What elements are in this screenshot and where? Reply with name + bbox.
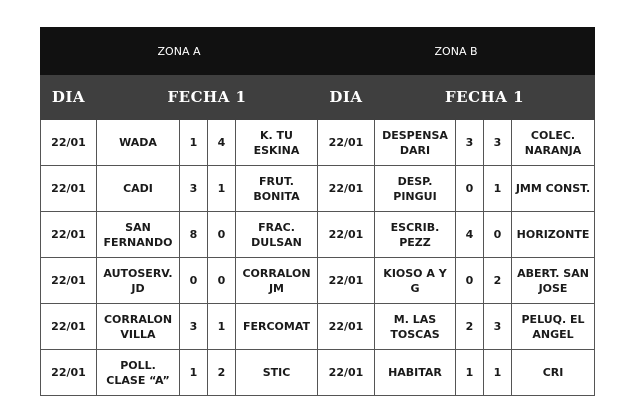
table-row [41, 304, 595, 350]
zone-b-match-date: 22/01 [318, 350, 375, 396]
zone-a-home-team: CORRALON VILLA [97, 304, 180, 350]
zone-a-home-score: 1 [180, 120, 208, 166]
zone-b-match-date: 22/01 [318, 304, 375, 350]
zone-b-away-team: ABERT. SAN JOSE [512, 258, 595, 304]
zone-a-match-date: 22/01 [41, 166, 97, 212]
zone-a-away-team: FERCOMAT [236, 304, 318, 350]
table-row [41, 212, 595, 258]
zone-b-home-score: 0 [456, 258, 484, 304]
zone-a-away-team: FRUT. BONITA [236, 166, 318, 212]
zone-a-match-date: 22/01 [41, 212, 97, 258]
zone-a-home-score: 3 [180, 304, 208, 350]
zone-a-home-team: WADA [97, 120, 180, 166]
zone-a-away-team: FRAC. DULSAN [236, 212, 318, 258]
zone-b-away-score: 2 [484, 258, 512, 304]
zone-b-home-team: HABITAR [375, 350, 456, 396]
zone-b-dia-header: DIA [318, 75, 375, 120]
zone-a-match-date: 22/01 [41, 350, 97, 396]
zone-a-away-score: 0 [208, 258, 236, 304]
zone-b-match-date: 22/01 [318, 120, 375, 166]
zone-b-away-team: CRI [512, 350, 595, 396]
zone-b-away-team: PELUQ. EL ANGEL [512, 304, 595, 350]
zone-a-fecha-header: FECHA 1 [97, 75, 318, 120]
zone-a-dia-header: DIA [41, 75, 97, 120]
match-list [41, 120, 595, 396]
zone-a-home-score: 3 [180, 166, 208, 212]
zone-b-match-date: 22/01 [318, 166, 375, 212]
table-row [41, 350, 595, 396]
zone-a-home-score: 1 [180, 350, 208, 396]
zone-a-away-score: 0 [208, 212, 236, 258]
zone-a-home-team: AUTOSERV. JD [97, 258, 180, 304]
zone-b-home-score: 1 [456, 350, 484, 396]
zone-b-away-team: COLEC. NARANJA [512, 120, 595, 166]
zone-b-home-team: KIOSO A Y G [375, 258, 456, 304]
zone-a-away-score: 1 [208, 304, 236, 350]
zone-a-home-team: CADI [97, 166, 180, 212]
zone-b-match-date: 22/01 [318, 212, 375, 258]
zone-a-home-score: 8 [180, 212, 208, 258]
zone-b-fecha-header: FECHA 1 [375, 75, 595, 120]
table-row [41, 166, 595, 212]
zone-b-match-date: 22/01 [318, 258, 375, 304]
table-row [41, 258, 595, 304]
zone-a-home-team: POLL. CLASE “A” [97, 350, 180, 396]
zone-a-away-score: 2 [208, 350, 236, 396]
zone-a-away-score: 1 [208, 166, 236, 212]
zone-b-home-score: 0 [456, 166, 484, 212]
header-row [41, 75, 595, 120]
zone-b-away-score: 1 [484, 350, 512, 396]
zone-b-away-team: HORIZONTE [512, 212, 595, 258]
zone-a-title: ZONA A [41, 28, 318, 75]
zone-a-away-team: K. TU ESKINA [236, 120, 318, 166]
zone-a-home-team: SAN FERNANDO [97, 212, 180, 258]
zone-a-away-team: CORRALON JM [236, 258, 318, 304]
zone-b-away-team: JMM CONST. [512, 166, 595, 212]
zone-b-away-score: 3 [484, 120, 512, 166]
zone-b-home-score: 2 [456, 304, 484, 350]
zone-b-home-score: 4 [456, 212, 484, 258]
zone-b-away-score: 0 [484, 212, 512, 258]
zone-b-away-score: 3 [484, 304, 512, 350]
zone-a-home-score: 0 [180, 258, 208, 304]
zone-b-home-score: 3 [456, 120, 484, 166]
zone-a-match-date: 22/01 [41, 120, 97, 166]
zone-a-away-score: 4 [208, 120, 236, 166]
zone-b-home-team: DESP. PINGUI [375, 166, 456, 212]
table-row [41, 120, 595, 166]
zone-a-match-date: 22/01 [41, 304, 97, 350]
zone-a-match-date: 22/01 [41, 258, 97, 304]
zone-a-away-team: STIC [236, 350, 318, 396]
zone-b-home-team: DESPENSA DARI [375, 120, 456, 166]
zone-title-row [41, 28, 595, 75]
zone-b-away-score: 1 [484, 166, 512, 212]
zone-b-home-team: M. LAS TOSCAS [375, 304, 456, 350]
fixture-table [40, 27, 595, 396]
zone-b-title: ZONA B [318, 28, 595, 75]
zone-b-home-team: ESCRIB. PEZZ [375, 212, 456, 258]
